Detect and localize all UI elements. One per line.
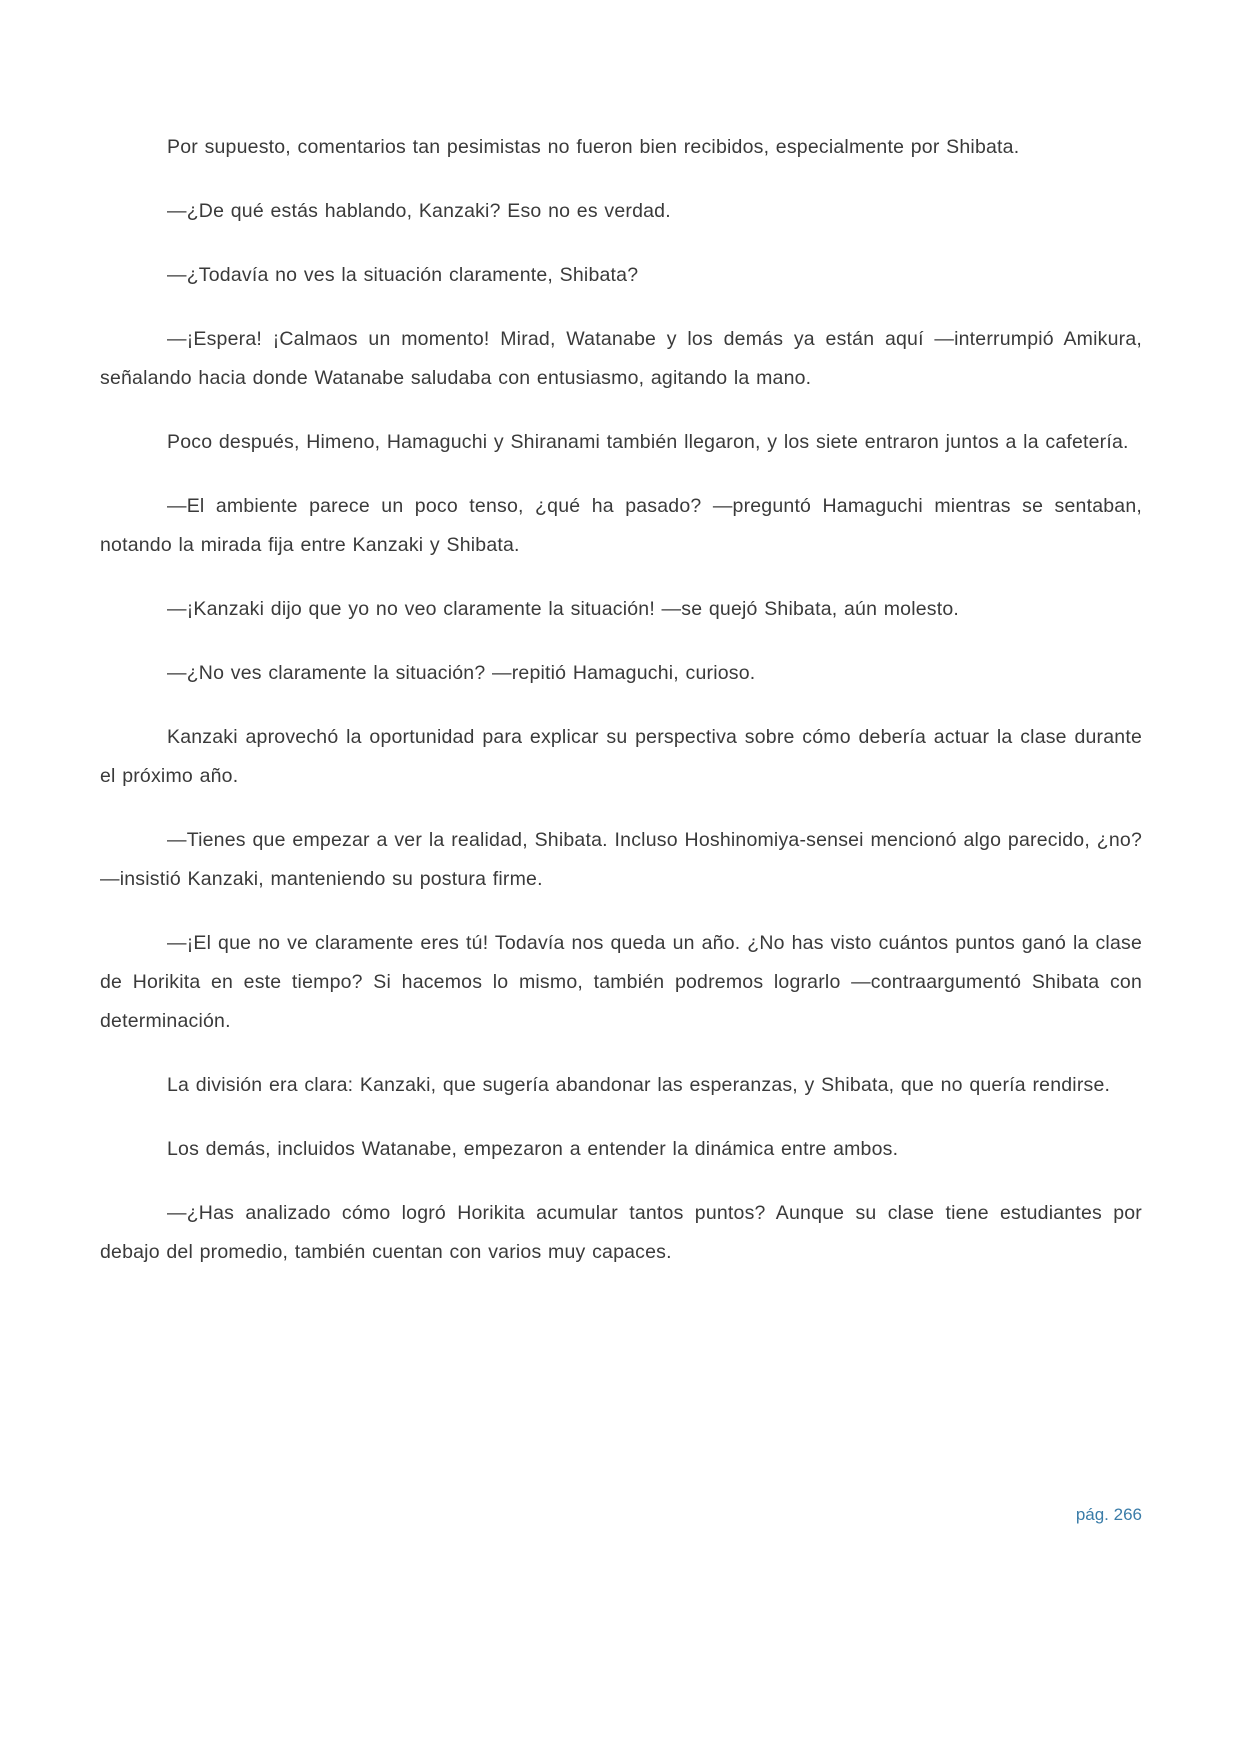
paragraph: —¿De qué estás hablando, Kanzaki? Eso no es verdad. bbox=[167, 200, 671, 222]
paragraph: —Tienes que empezar a ver la realidad, Shibata. Incluso Hoshinomiya-sensei mencionó algo parecido, ¿no? —insistió Kanzaki, manteniendo su postura firme. bbox=[100, 829, 1142, 890]
page-content bbox=[100, 128, 1142, 1297]
paragraph: —¡El que no ve claramente eres tú! Todavía nos queda un año. ¿No has visto cuántos puntos ganó la clase de Horikita en este tiempo? Si hacemos lo mismo, también podremos lograrlo —contraargumentó Shibata con determinación. bbox=[100, 932, 1142, 1032]
paragraph: Por supuesto, comentarios tan pesimistas no fueron bien recibidos, especialmente por Shibata. bbox=[167, 136, 1020, 158]
paragraph: Poco después, Himeno, Hamaguchi y Shiranami también llegaron, y los siete entraron juntos a la cafetería. bbox=[167, 431, 1129, 453]
paragraph: Los demás, incluidos Watanabe, empezaron a entender la dinámica entre ambos. bbox=[167, 1138, 899, 1160]
paragraph: Kanzaki aprovechó la oportunidad para explicar su perspectiva sobre cómo debería actuar la clase durante el próximo año. bbox=[100, 726, 1142, 787]
paragraph: La división era clara: Kanzaki, que sugería abandonar las esperanzas, y Shibata, que no quería rendirse. bbox=[167, 1074, 1111, 1096]
paragraph: —El ambiente parece un poco tenso, ¿qué ha pasado? —preguntó Hamaguchi mientras se sentaban, notando la mirada fija entre Kanzaki y Shibata. bbox=[100, 495, 1142, 556]
paragraph: —¿Has analizado cómo logró Horikita acumular tantos puntos? Aunque su clase tiene estudiantes por debajo del promedio, también cuentan con varios muy capaces. bbox=[100, 1202, 1142, 1263]
page-number: pág. 266 bbox=[1075, 1505, 1142, 1524]
paragraph: —¿Todavía no ves la situación claramente, Shibata? bbox=[167, 264, 639, 286]
paragraph: —¡Espera! ¡Calmaos un momento! Mirad, Watanabe y los demás ya están aquí —interrumpió Amikura, señalando hacia donde Watanabe saludaba con entusiasmo, agitando la mano. bbox=[100, 328, 1142, 389]
paragraph: —¡Kanzaki dijo que yo no veo claramente la situación! —se quejó Shibata, aún molesto. bbox=[167, 598, 960, 620]
paragraph: —¿No ves claramente la situación? —repitió Hamaguchi, curioso. bbox=[167, 662, 756, 684]
